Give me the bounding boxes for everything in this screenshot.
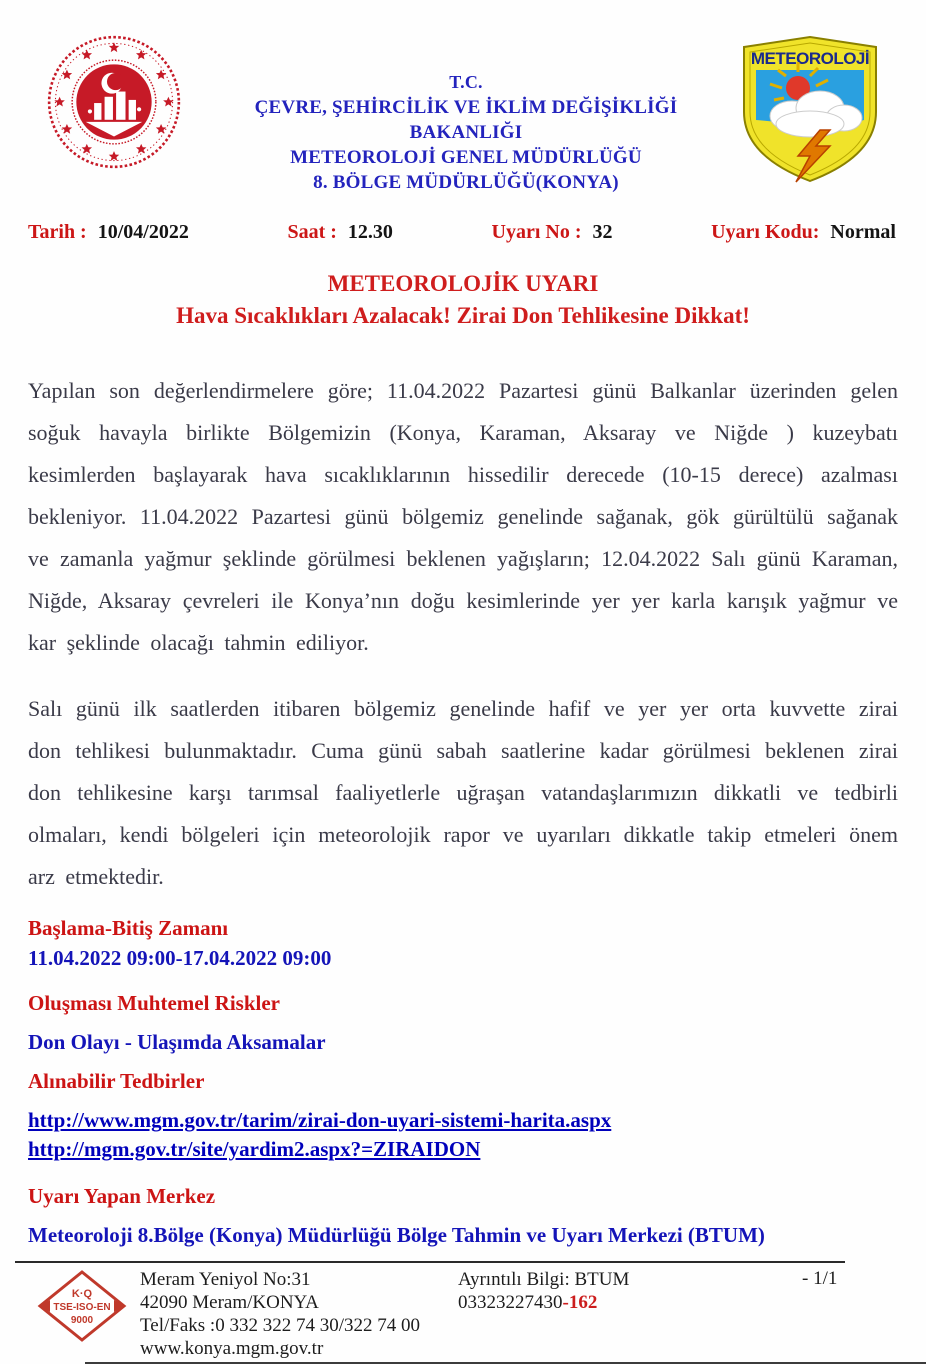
measures-label: Alınabilir Tedbirler xyxy=(28,1069,205,1093)
start-end-label: Başlama-Bitiş Zamanı xyxy=(28,916,229,940)
phone-extension: -162 xyxy=(562,1292,598,1313)
meteoroloji-shield-icon xyxy=(736,34,886,189)
body-paragraph-2: Salı günü ilk saatlerden itibaren bölgemiz genelinde hafif ve yer yer orta kuvvette zirai don tehlikesi bulunmaktadır. Cuma günü sabah saatlerine kadar görülmesi beklenen zirai don tehlikesine karşı tarımsal faaliyetlerle uğraşan vatandaşlarımızın dikkatli ve tedbirli olmaları, kendi bölgeleri için meteorolojik rapor ve uyarıları dikkatle takip etmeleri önem arz etmektedir. xyxy=(28,696,898,889)
warning-code-value: Normal xyxy=(830,221,896,243)
shield-title-text: METEOROLOJİ xyxy=(750,49,870,68)
ministry-titles xyxy=(196,34,736,195)
warning-subtitle: Hava Sıcaklıkları Azalacak! Zirai Don Tehlikesine Dikkat! xyxy=(176,303,750,328)
header-tc: T.C. xyxy=(449,72,483,92)
document-header xyxy=(0,0,926,195)
footer-contact-info xyxy=(458,1268,758,1360)
address-line-1: Meram Yeniyol No:31 xyxy=(140,1269,311,1290)
footer-website[interactable]: www.konya.mgm.gov.tr xyxy=(140,1338,324,1359)
document-footer xyxy=(0,1261,926,1360)
time-label: Saat : xyxy=(287,221,337,243)
zirai-don-map-link[interactable]: http://www.mgm.gov.tr/tarim/zirai-don-uyari-sistemi-harita.aspx xyxy=(28,1108,612,1132)
details-section xyxy=(28,916,898,1248)
header-ministry: ÇEVRE, ŞEHİRCİLİK VE İKLİM DEĞİŞİKLİĞİ BAKANLIĞI xyxy=(254,97,678,143)
warning-code-label: Uyarı Kodu: xyxy=(711,221,820,243)
tse-iso-badge-icon xyxy=(30,1268,140,1360)
tse-9000-text: 9000 xyxy=(70,1315,94,1326)
meta-warning-code xyxy=(711,221,896,244)
warning-no-label: Uyarı No : xyxy=(491,221,582,243)
body-paragraph-1: Yapılan son değerlendirmelere göre; 11.04.2022 Pazartesi günü Balkanlar üzerinden gelen soğuk havayla birlikte Bölgemizin (Konya, Karaman, Aksaray ve Niğde ) kuzeybatı kesimlerden başlayarak hava sıcaklıklarının hissedilir derecede (10-15 derece) azalması bekleniyor. 11.04.2022 Pazartesi günü bölgemiz genelinde sağanak, gök gürültülü sağanak ve zamanla yağmur şeklinde görülmesi beklenen yağışların; 12.04.2022 Salı günü Karaman, Niğde, Aksaray çevreleri ile Konya’nın doğu kesimlerinde yer yer karla karışık yağmur ve kar şeklinde olacağı tahmin ediliyor. xyxy=(28,378,898,655)
ministry-seal-icon xyxy=(46,34,196,175)
zirai-don-help-link[interactable]: http://mgm.gov.tr/site/yardim2.aspx?=ZIRAIDON xyxy=(28,1137,481,1161)
date-label: Tarih : xyxy=(28,221,87,243)
header-region: 8. BÖLGE MÜDÜRLÜĞÜ(KONYA) xyxy=(313,172,619,193)
tse-iso-text: TSE-ISO-EN xyxy=(53,1302,111,1313)
address-line-3: Tel/Faks :0 332 322 74 30/322 74 00 xyxy=(140,1315,420,1336)
date-value: 10/04/2022 xyxy=(97,221,189,243)
issuing-center-value: Meteoroloji 8.Bölge (Konya) Müdürlüğü Bölge Tahmin ve Uyarı Merkezi (BTUM) xyxy=(28,1223,765,1247)
tse-kq-text: K·Q xyxy=(71,1288,93,1300)
meta-row xyxy=(28,221,896,244)
risks-label: Oluşması Muhtemel Riskler xyxy=(28,991,280,1015)
header-directorate: METEOROLOJİ GENEL MÜDÜRLÜĞÜ xyxy=(290,147,642,168)
page-number: - 1/1 xyxy=(802,1268,838,1289)
meta-warning-no xyxy=(492,221,613,244)
footer-address xyxy=(140,1268,440,1360)
contact-info-label: Ayrıntılı Bilgi: BTUM xyxy=(458,1269,630,1290)
warning-no-value: 32 xyxy=(592,221,613,243)
time-value: 12.30 xyxy=(347,221,393,243)
warning-title-block xyxy=(0,268,926,332)
start-end-value: 11.04.2022 09:00-17.04.2022 09:00 xyxy=(28,946,332,970)
warning-title: METEOROLOJİK UYARI xyxy=(327,271,599,296)
phone-main: 03323227430 xyxy=(458,1292,563,1313)
contact-phone xyxy=(458,1291,758,1314)
issuing-center-label: Uyarı Yapan Merkez xyxy=(28,1184,216,1208)
risks-value: Don Olayı - Ulaşımda Aksamalar xyxy=(28,1030,326,1054)
meta-date xyxy=(28,221,189,244)
meta-time xyxy=(287,221,392,244)
address-line-2: 42090 Meram/KONYA xyxy=(140,1292,319,1313)
